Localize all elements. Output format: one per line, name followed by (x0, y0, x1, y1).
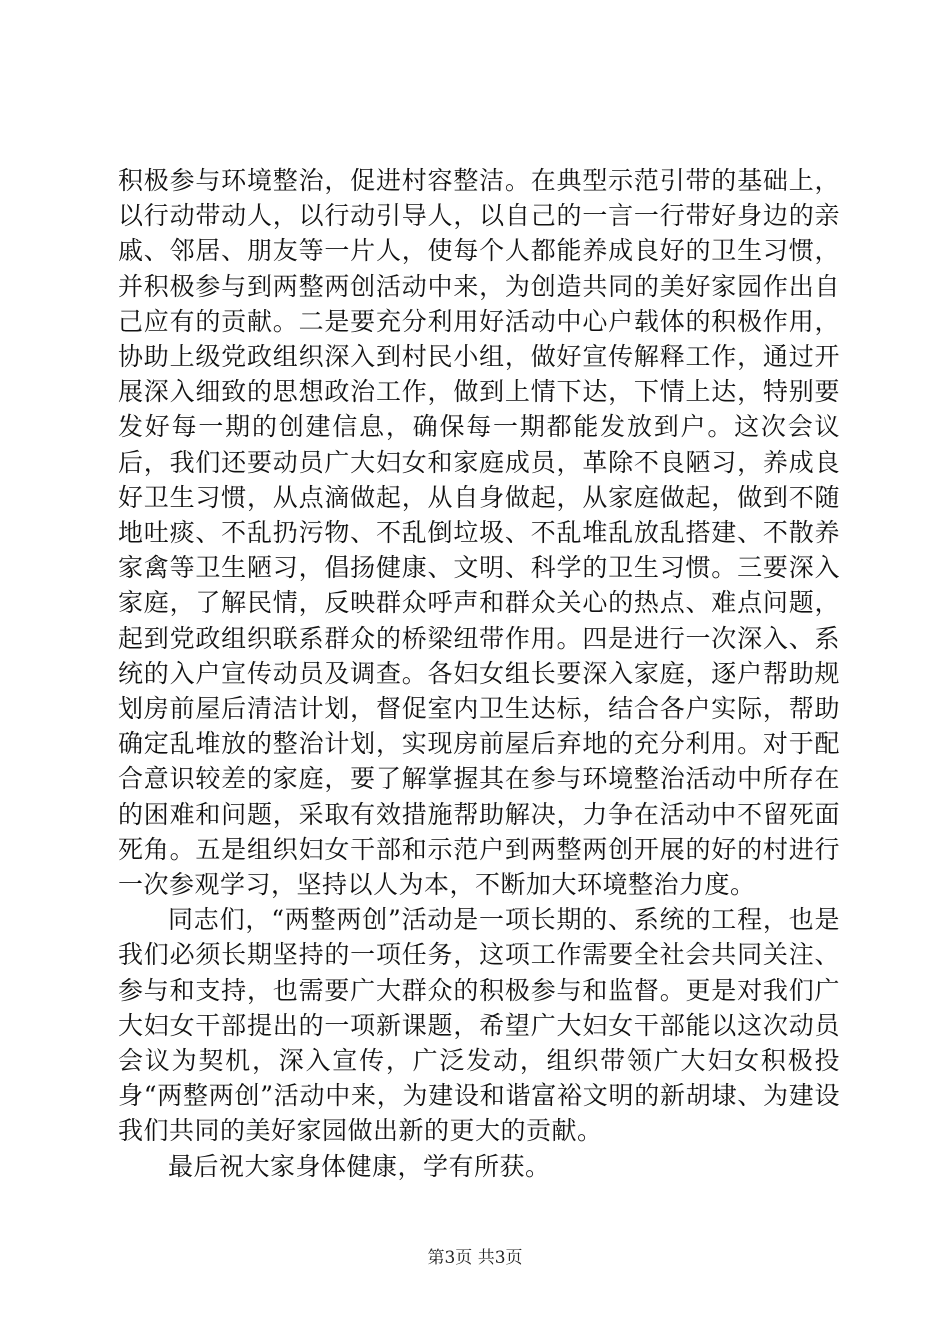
page-number: 第3页 共3页 (427, 1248, 523, 1268)
paragraph-environment-measures: 积极参与环境整治，促进村容整洁。在典型示范引带的基础上，以行动带动人，以行动引导人，以自己的一言一行带好身边的亲戚、邻居、朋友等一片人，使每个人都能养成良好的卫生习惯，并积极参与到两整两创活动中来，为创造共同的美好家园作出自己应有的贡献。二是要充分利用好活动中心户载体的积极作用，协助上级党政组织深入到村民小组，做好宣传解释工作，通过开展深入细致的思想政治工作，做到上情下达，下情上达，特别要发好每一期的创建信息，确保每一期都能发放到户。这次会议后，我们还要动员广大妇女和家庭成员，革除不良陋习，养成良好卫生习惯，从点滴做起，从自身做起，从家庭做起，做到不随地吐痰、不乱扔污物、不乱倒垃圾、不乱堆乱放乱搭建、不散养家禽等卫生陋习，倡扬健康、文明、科学的卫生习惯。三要深入家庭，了解民情，反映群众呼声和群众关心的热点、难点问题，起到党政组织联系群众的桥梁纽带作用。四是进行一次深入、系统的入户宣传动员及调查。各妇女组长要深入家庭，逐户帮助规划房前屋后清洁计划，督促室内卫生达标，结合各户实际，帮助确定乱堆放的整治计划，实现房前屋后弃地的充分利用。对于配合意识较差的家庭，要了解掌握其在参与环境整治活动中所存在的困难和问题，采取有效措施帮助解决，力争在活动中不留死面死角。五是组织妇女干部和示范户到两整两创开展的好的村进行一次参观学习，坚持以人为本，不断加大环境整治力度。 (118, 166, 840, 900)
paragraph-closing-wishes: 最后祝大家身体健康，学有所获。 (168, 1151, 551, 1181)
page-footer (0, 1243, 950, 1268)
paragraph-comrades-appeal: 同志们，“两整两创”活动是一项长期的、系统的工程，也是我们必须长期坚持的一项任务，这项工作需要全社会共同关注、参与和支持，也需要广大群众的积极参与和监督。更是对我们广大妇女干部提出的一项新课题，希望广大妇女干部能以这次动员会议为契机，深入宣传，广泛发动，组织带领广大妇女积极投身“两整两创”活动中来，为建设和谐富裕文明的新胡埭、为建设我们共同的美好家园做出新的更大的贡献。 (118, 905, 840, 1146)
document-body (118, 163, 840, 1184)
